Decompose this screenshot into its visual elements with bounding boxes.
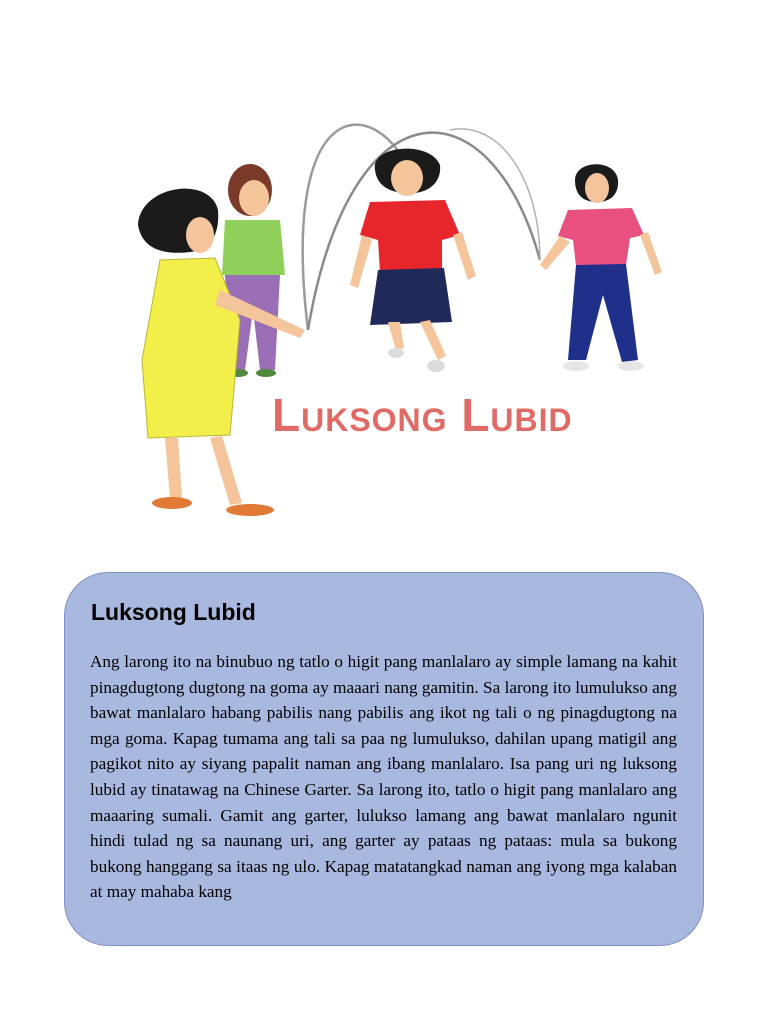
description-card xyxy=(64,572,704,946)
card-body-text: Ang larong ito na binubuo ng tatlo o higit pang manlalaro ay simple lamang na kahit pinagdugtong dugtong na goma ay maaari nang gamitin. Sa larong ito lumulukso ang bawat manlalaro habang pabilis nang pabilis ang ikot ng tali o ng pinagdugtong na mga goma. Kapag tumama ang tali sa paa ng lumulukso, dahilan upang matigil ang pagikot nito ay siyang papalit naman ang ibang manlalaro. Isa pang uri ng luksong lubid ay tinatawag na Chinese Garter. Sa larong ito, tatlo o higit pang manlalaro ang maaaring sumali. Gamit ang garter, lulukso lamang ang bawat manlalaro ngunit hindi tulad ng sa naunang uri, ang garter ay pataas ng pataas: mula sa bukong bukong hanggang sa itaas ng ulo. Kapag matatangkad naman ang iyong mga kalaban at may mahaba kang xyxy=(90,652,677,902)
card-heading: Luksong Lubid xyxy=(91,599,256,625)
banner-title: Luksong Lubid xyxy=(272,389,573,441)
girl-red-shirt-jumping-icon xyxy=(350,149,476,372)
children-jumping-rope-image xyxy=(70,60,710,540)
girl-pink-shirt-icon xyxy=(540,164,662,371)
jump-rope-illustration xyxy=(70,60,710,540)
